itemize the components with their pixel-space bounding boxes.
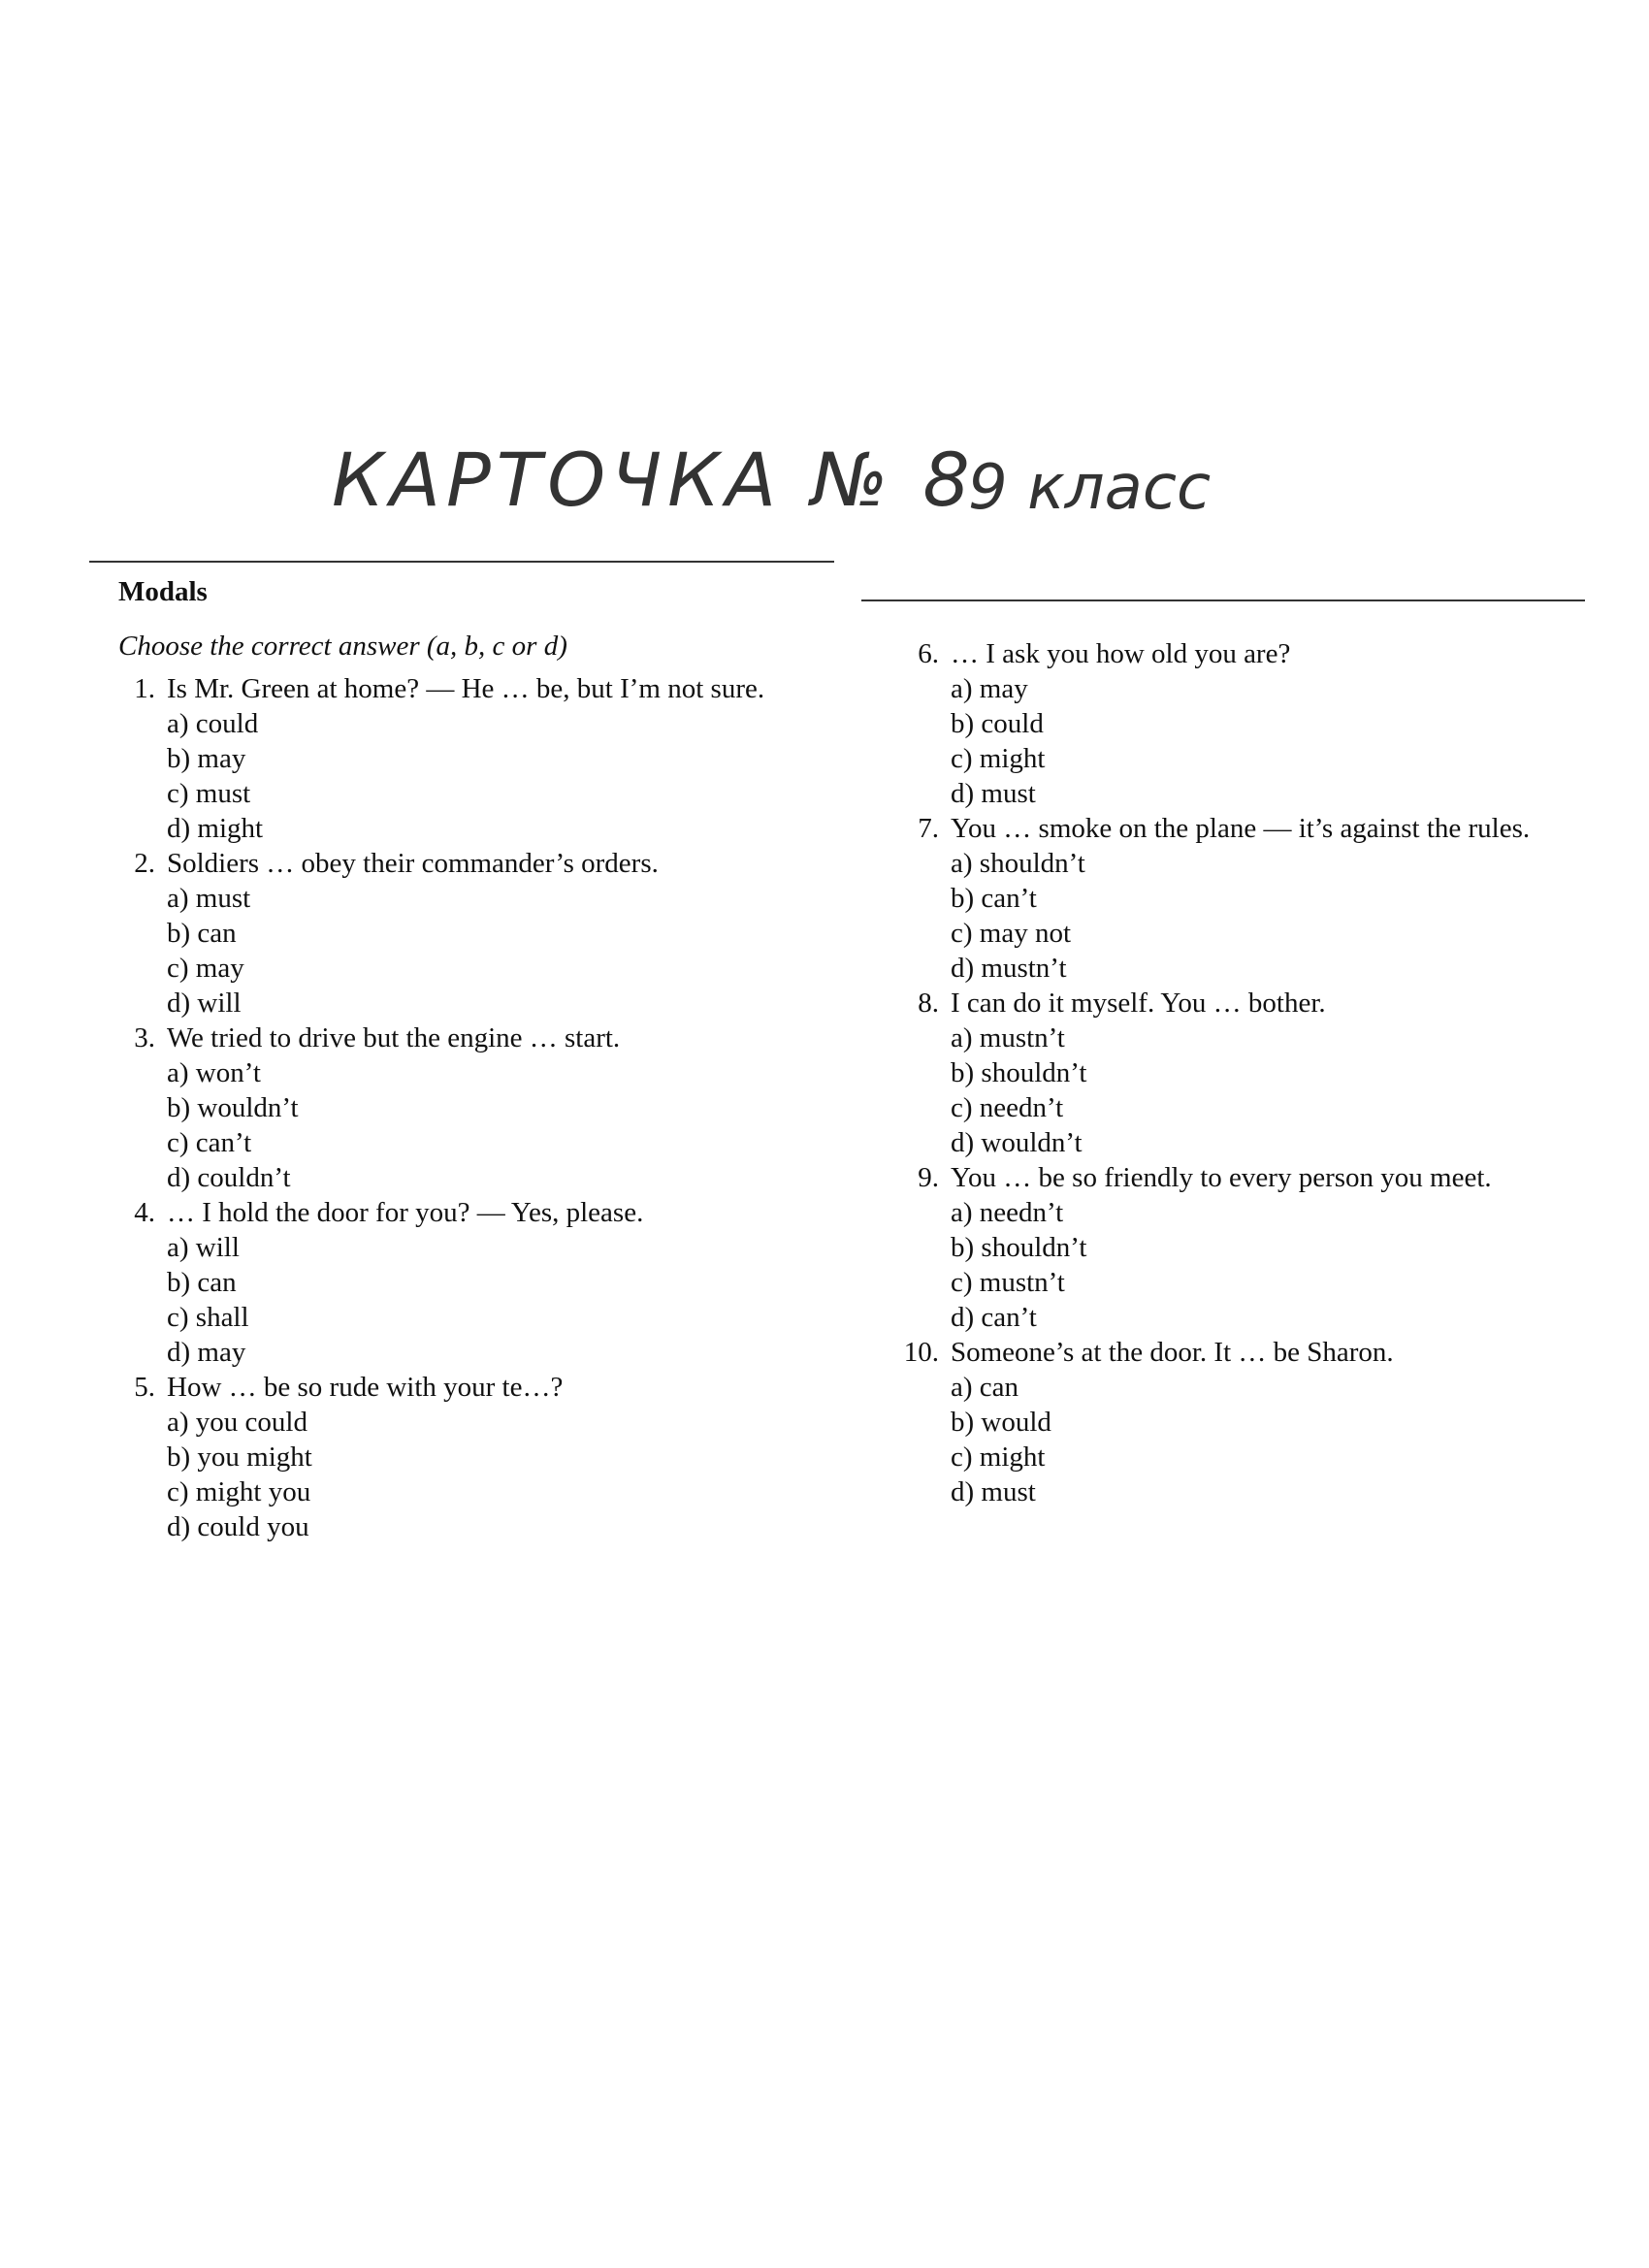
question-number: 8. xyxy=(918,988,939,1019)
question-number: 1. xyxy=(134,673,155,704)
answer-option: c) needn’t xyxy=(951,1092,1064,1123)
question-number: 3. xyxy=(134,1022,155,1053)
question-text: Someone’s at the door. It … be Sharon. xyxy=(951,1337,1394,1368)
question-item xyxy=(107,846,844,1021)
question-text: … I hold the door for you? — Yes, please. xyxy=(167,1197,644,1228)
question-number: 4. xyxy=(134,1197,155,1228)
answer-option: a) won’t xyxy=(167,1057,261,1088)
question-text: We tried to drive but the engine … start. xyxy=(167,1022,621,1053)
answer-option: d) will xyxy=(167,988,242,1019)
question-item xyxy=(107,1195,844,1370)
question-number: 6. xyxy=(918,638,939,669)
answer-option: d) could you xyxy=(167,1511,309,1542)
answer-option: c) might you xyxy=(167,1476,311,1507)
question-text: Is Mr. Green at home? — He … be, but I’m not sure. xyxy=(167,673,765,704)
question-number: 2. xyxy=(134,848,155,879)
instruction: Choose the correct answer (a, b, c or d) xyxy=(118,631,567,662)
question-text: How … be so rude with your te…? xyxy=(167,1372,564,1403)
question-item xyxy=(890,1160,1628,1335)
question-item xyxy=(107,1021,844,1195)
question-text: I can do it myself. You … bother. xyxy=(951,988,1326,1019)
answer-option: c) must xyxy=(167,778,251,809)
question-text: Soldiers … obey their commander’s orders. xyxy=(167,848,659,879)
answer-option: a) you could xyxy=(167,1407,307,1438)
answer-option: b) shouldn’t xyxy=(951,1057,1087,1088)
question-number: 9. xyxy=(918,1162,939,1193)
answer-option: a) may xyxy=(951,673,1028,704)
answer-option: a) mustn’t xyxy=(951,1022,1065,1053)
answer-option: b) could xyxy=(951,708,1044,739)
answer-option: d) wouldn’t xyxy=(951,1127,1083,1158)
question-text: You … be so friendly to every person you meet. xyxy=(951,1162,1492,1193)
answer-option: c) mustn’t xyxy=(951,1267,1065,1298)
answer-option: a) could xyxy=(167,708,259,739)
answer-option: d) might xyxy=(167,813,264,844)
divider-line-left xyxy=(89,561,834,563)
handwritten-card-title: КАРТОЧКА № 8 xyxy=(332,437,976,523)
answer-option: b) you might xyxy=(167,1442,312,1473)
answer-option: b) may xyxy=(167,743,246,774)
answer-option: c) can’t xyxy=(167,1127,252,1158)
left-column xyxy=(107,574,844,1544)
question-item xyxy=(890,986,1628,1160)
question-item xyxy=(890,1335,1628,1509)
question-list-left xyxy=(107,671,844,1544)
answer-option: c) might xyxy=(951,743,1046,774)
answer-option: c) might xyxy=(951,1442,1046,1473)
answer-option: d) can’t xyxy=(951,1302,1037,1333)
answer-option: a) needn’t xyxy=(951,1197,1064,1228)
answer-option: a) must xyxy=(167,883,251,914)
question-number: 10. xyxy=(903,1337,939,1368)
answer-option: c) may not xyxy=(951,918,1072,949)
answer-option: b) shouldn’t xyxy=(951,1232,1087,1263)
right-column xyxy=(890,636,1628,1509)
answer-option: a) shouldn’t xyxy=(951,848,1085,879)
answer-option: d) couldn’t xyxy=(167,1162,291,1193)
question-number: 7. xyxy=(918,813,939,844)
answer-option: d) mustn’t xyxy=(951,953,1067,984)
answer-option: b) can xyxy=(167,918,237,949)
answer-option: d) may xyxy=(167,1337,246,1368)
question-item xyxy=(890,811,1628,986)
answer-option: b) wouldn’t xyxy=(167,1092,299,1123)
answer-option: c) shall xyxy=(167,1302,249,1333)
section-title: Modals xyxy=(118,576,208,607)
answer-option: b) can’t xyxy=(951,883,1037,914)
question-list-right xyxy=(890,636,1628,1509)
answer-option: d) must xyxy=(951,1476,1036,1507)
question-text: You … smoke on the plane — it’s against the rules. xyxy=(951,813,1531,844)
question-text: … I ask you how old you are? xyxy=(951,638,1291,669)
divider-line-right xyxy=(861,599,1585,601)
question-item xyxy=(107,671,844,846)
answer-option: c) may xyxy=(167,953,244,984)
answer-option: a) will xyxy=(167,1232,240,1263)
answer-option: b) can xyxy=(167,1267,237,1298)
answer-option: a) can xyxy=(951,1372,1019,1403)
answer-option: d) must xyxy=(951,778,1036,809)
question-item xyxy=(107,1370,844,1544)
question-item xyxy=(890,636,1628,811)
handwritten-class-label: 9 класс xyxy=(968,452,1212,524)
answer-option: b) would xyxy=(951,1407,1051,1438)
question-number: 5. xyxy=(134,1372,155,1403)
